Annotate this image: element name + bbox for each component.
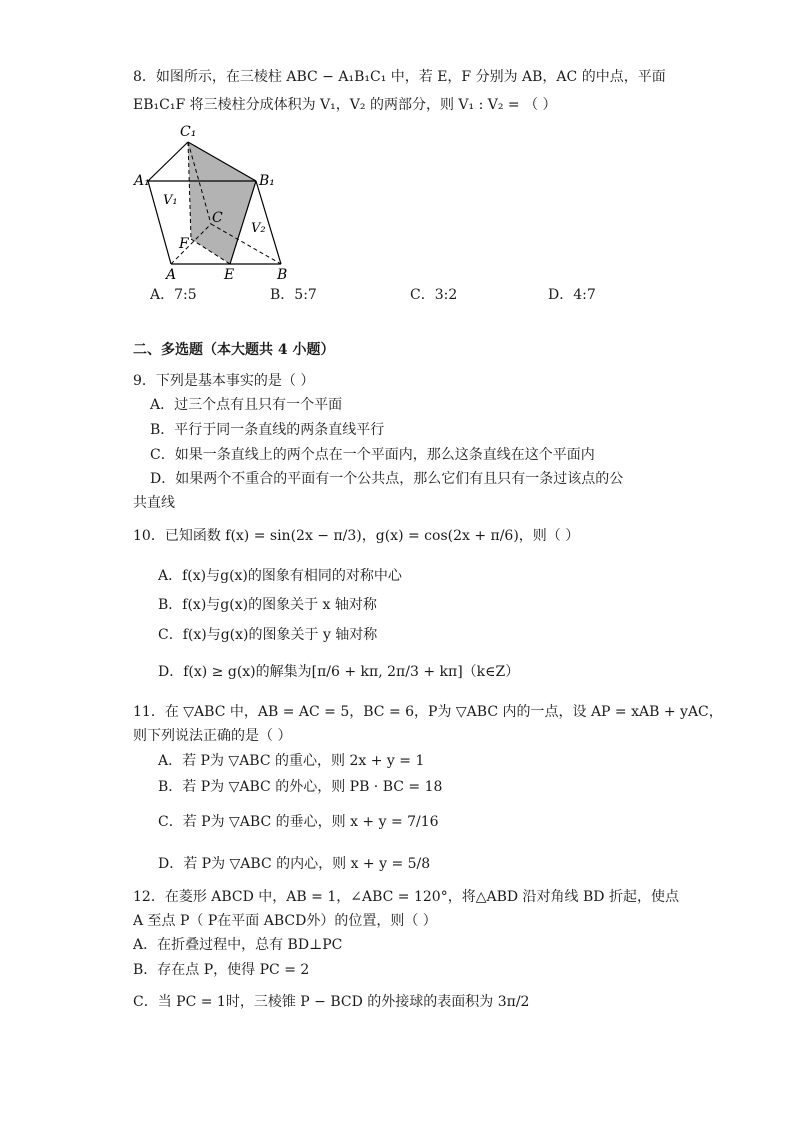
q10-option-d: D．f(x) ≥ g(x)的解集为[π/6 + kπ, 2π/3 + kπ]（k∈Z） — [158, 664, 520, 680]
label-f: F — [179, 236, 189, 252]
q10-option-a: A．f(x)与g(x)的图象有相同的对称中心 — [158, 568, 402, 584]
q11-option-c: C．若 P为 ▽ABC 的垂心，则 x + y = 7/16 — [158, 814, 439, 830]
edge-a1c1 — [148, 142, 188, 181]
label-a: A — [166, 267, 177, 282]
prism-figure — [133, 124, 313, 282]
q9-option-d-cont: 共直线 — [133, 495, 175, 511]
label-b: B — [277, 267, 288, 282]
q10-option-c: C．f(x)与g(x)的图象关于 y 轴对称 — [158, 627, 378, 643]
q12-option-c: C．当 PC = 1时，三棱锥 P − BCD 的外接球的表面积为 3π/2 — [133, 994, 530, 1010]
q8-option-b: B．5:7 — [270, 287, 317, 303]
q9-option-c: C．如果一条直线上的两个点在一个平面内，那么这条直线在这个平面内 — [150, 447, 595, 463]
q11-option-a: A．若 P为 ▽ABC 的重心，则 2x + y = 1 — [158, 753, 425, 769]
q12-option-b: B．存在点 P，使得 PC = 2 — [133, 962, 310, 978]
q8-option-a: A．7:5 — [150, 287, 197, 303]
q9-option-d: D．如果两个不重合的平面有一个公共点，那么它们有且只有一条过该点的公 — [150, 471, 624, 487]
q9-option-a: A．过三个点有且只有一个平面 — [150, 397, 343, 413]
q8-option-d: D．4:7 — [548, 287, 596, 303]
q10-option-b: B．f(x)与g(x)的图象关于 x 轴对称 — [158, 597, 377, 613]
label-v2: V₂ — [251, 221, 266, 236]
q12-option-a: A．在折叠过程中，总有 BD⊥PC — [133, 937, 343, 953]
label-a1: A₁ — [134, 173, 150, 189]
q9-stem: 9．下列是基本事实的是（ ） — [133, 373, 315, 389]
q8-option-c: C．3:2 — [410, 287, 458, 303]
q9-option-b: B．平行于同一条直线的两条直线平行 — [150, 422, 385, 438]
q12-stem-line2: A 至点 P（ P在平面 ABCD外）的位置，则（ ） — [133, 913, 437, 929]
q8-stem-line2: EB₁C₁F 将三棱柱分成体积为 V₁，V₂ 的两部分，则 V₁ : V₂ = （ ） — [133, 97, 557, 113]
section-title: 二、多选题（本大题共 4 小题） — [133, 342, 335, 358]
shaded-section — [188, 142, 256, 264]
q11-option-b: B．若 P为 ▽ABC 的外心，则 PB · BC = 18 — [158, 779, 443, 795]
label-e: E — [224, 267, 235, 282]
q10-stem: 10．已知函数 f(x) = sin(2x − π/3)，g(x) = cos(2x + π/6)，则（ ） — [133, 528, 580, 544]
label-v1: V₁ — [163, 193, 178, 208]
q11-option-d: D．若 P为 ▽ABC 的内心，则 x + y = 5/8 — [158, 856, 431, 872]
q12-stem-line1: 12．在菱形 ABCD 中，AB = 1，∠ABC = 120°，将△ABD 沿对角线 BD 折起，使点 — [133, 889, 679, 905]
q11-stem-line1: 11．在 ▽ABC 中，AB = AC = 5，BC = 6，P为 ▽ABC 内的一点，设 AP = xAB + yAC， — [133, 704, 723, 720]
q11-stem-line2: 则下列说法正确的是（ ） — [133, 728, 292, 744]
q8-stem-line1: 8．如图所示，在三棱柱 ABC − A₁B₁C₁ 中，若 E，F 分别为 AB，AC 的中点，平面 — [133, 69, 666, 85]
label-b1: B₁ — [259, 173, 275, 189]
label-c1: C₁ — [180, 124, 197, 140]
label-c: C — [212, 210, 223, 226]
